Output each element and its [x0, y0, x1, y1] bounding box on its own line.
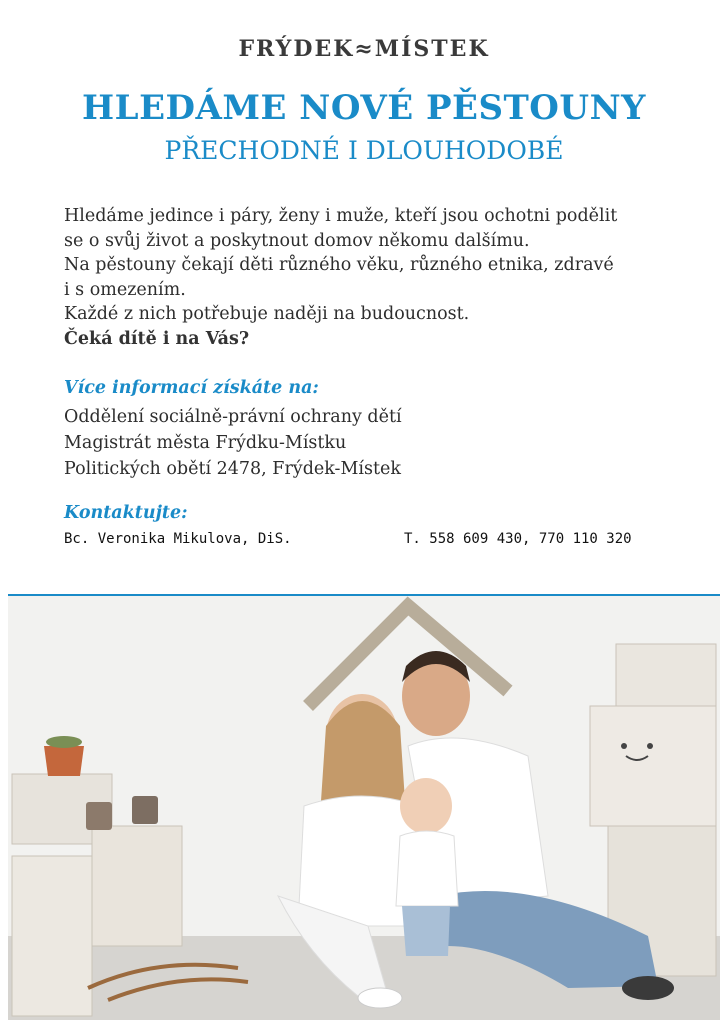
intro-line: Hledáme jedince i páry, ženy i muže, kteří jsou ochotni podělit: [64, 206, 618, 226]
intro-line: Každé z nich potřebuje naději na budoucnost.: [64, 304, 470, 325]
contact-line: [64, 531, 704, 547]
contact-name: Bc. Veronika Mikulova, DiS.: [64, 531, 292, 547]
page-subtitle: PŘECHODNÉ I DLOUHODOBÉ: [164, 136, 564, 165]
city-logo: FRÝDEK≈MÍSTEK: [238, 36, 490, 62]
intro-line: i s omezením.: [64, 279, 186, 300]
intro-line: Na pěstouny čekají děti různého věku, různého etnika, zdravé: [64, 255, 614, 276]
info-heading: Více informací získáte na:: [64, 378, 319, 398]
family-photo: [8, 594, 720, 1020]
intro-text: [64, 204, 694, 352]
family-photo-illustration: [8, 596, 720, 1020]
page-title: HLEDÁME NOVÉ PĚSTOUNY: [82, 88, 646, 128]
contact-heading: Kontaktujte:: [64, 503, 188, 523]
intro-line: se o svůj život a poskytnout domov někomu dalšímu.: [64, 230, 530, 251]
intro-question: Čeká dítě i na Vás?: [64, 328, 250, 349]
address-line: Magistrát města Frýdku-Místku: [64, 433, 347, 453]
address-line: Politických obětí 2478, Frýdek-Místek: [64, 459, 401, 479]
address-line: Oddělení sociálně-právní ochrany dětí: [64, 407, 402, 427]
address-block: [64, 404, 664, 482]
contact-phone: T. 558 609 430, 770 110 320: [404, 531, 632, 547]
